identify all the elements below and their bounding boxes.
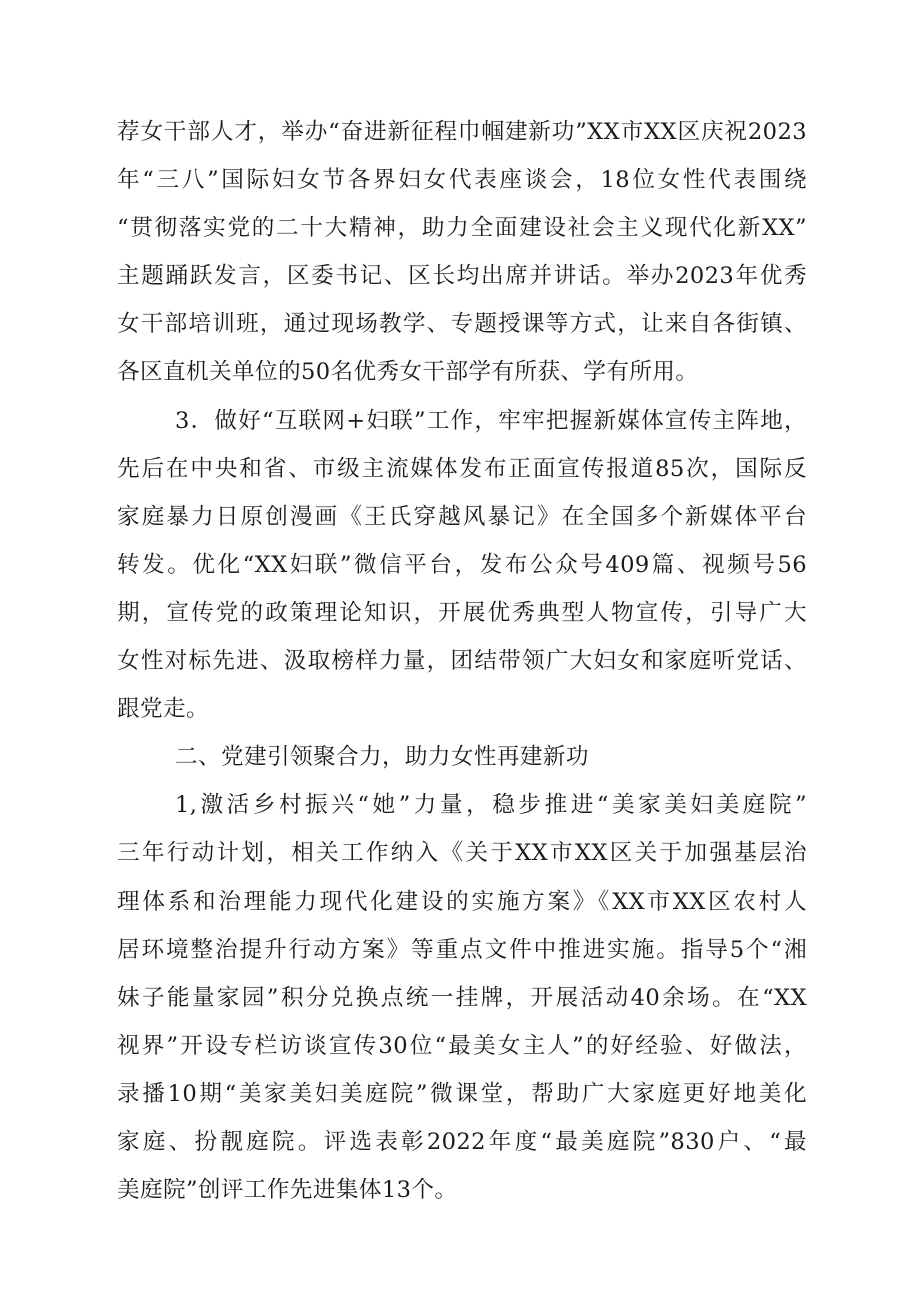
text-line: 1,激活乡村振兴“她”力量，稳步推进“美家美妇美庭院” — [175, 792, 807, 819]
text-line: 居环境整治提升行动方案》等重点文件中推进实施。指导5个“湘 — [117, 936, 807, 963]
text-line: 三年行动计划，相关工作纳入《关于XX市XX区关于加强基层治 — [117, 840, 807, 867]
text-line: 妹子能量家园”积分兑换点统一挂牌，开展活动40余场。在“XX — [117, 984, 807, 1011]
text-line: 视界”开设专栏访谈宣传30位“最美女主人”的好经验、好做法， — [117, 1032, 807, 1059]
text-line: 女性对标先进、汲取榜样力量，团结带领广大妇女和家庭听党话、 — [117, 648, 807, 675]
text-line: 3．做好“互联网+妇联”工作，牢牢把握新媒体宣传主阵地， — [175, 407, 807, 434]
text-line: 女干部培训班，通过现场教学、专题授课等方式，让来自各街镇、 — [117, 311, 807, 338]
section-heading — [117, 733, 807, 781]
text-line: 美庭院”创评工作先进集体13个。 — [117, 1177, 458, 1204]
text-line: “贯彻落实党的二十大精神，助力全面建设社会主义现代化新XX” — [117, 215, 807, 242]
text-line: 家庭暴力日原创漫画《王氏穿越风暴记》在全国多个新媒体平台 — [117, 503, 807, 530]
text-line: 录播10期“美家美妇美庭院”微课堂，帮助广大家庭更好地美化 — [117, 1080, 807, 1107]
text-line: 转发。优化“XX妇联”微信平台，发布公众号409篇、视频号56 — [117, 551, 807, 578]
paragraph-women-cadres — [117, 108, 807, 397]
document-body — [117, 108, 807, 1214]
text-line: 各区直机关单位的50名优秀女干部学有所获、学有所用。 — [117, 359, 699, 386]
paragraph-internet-women-federation — [117, 397, 807, 734]
text-line: 期，宣传党的政策理论知识，开展优秀典型人物宣传，引导广大 — [117, 599, 807, 626]
text-line: 跟党走。 — [117, 696, 209, 723]
text-line: 年“三八”国际妇女节各界妇女代表座谈会，18位女性代表围绕 — [117, 167, 807, 194]
text-line: 家庭、扮靓庭院。评选表彰2022年度“最美庭院”830户、“最 — [117, 1128, 807, 1155]
text-line: 理体系和治理能力现代化建设的实施方案》《XX市XX区农村人 — [117, 888, 807, 915]
text-line: 先后在中央和省、市级主流媒体发布正面宣传报道85次，国际反 — [117, 455, 807, 482]
paragraph-rural-revitalization — [117, 781, 807, 1214]
section-heading-text: 二、党建引领聚合力，助力女性再建新功 — [175, 744, 589, 771]
text-line: 荐女干部人才，举办“奋进新征程巾帼建新功”XX市XX区庆祝2023 — [117, 119, 807, 145]
text-line: 主题踊跃发言，区委书记、区长均出席并讲话。举办2023年优秀 — [117, 263, 807, 290]
